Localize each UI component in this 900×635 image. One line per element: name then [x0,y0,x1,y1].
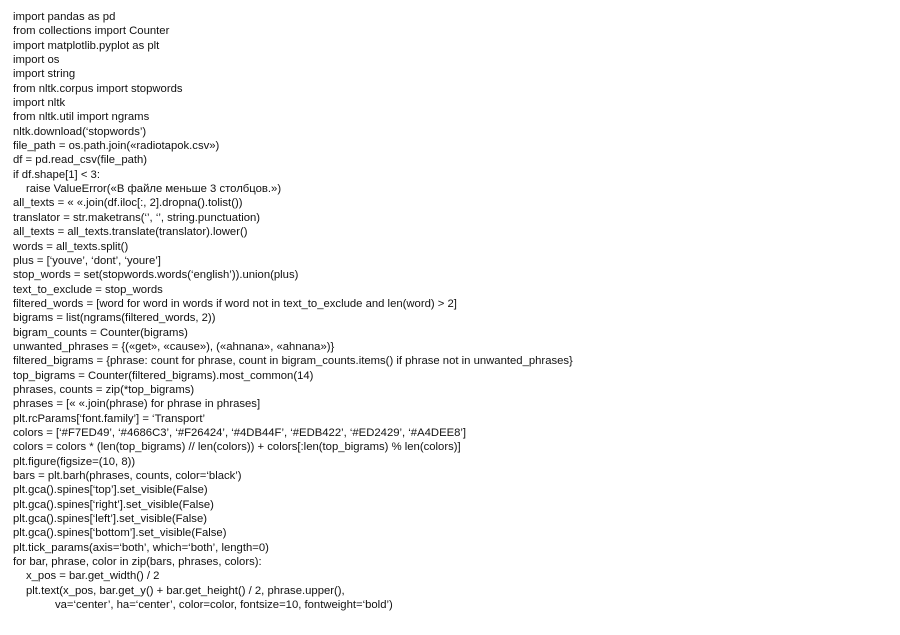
code-line: if df.shape[1] < 3: [13,168,100,181]
code-line: stop_words = set(stopwords.words(‘english’)).union(plus) [13,269,299,282]
code-line: plt.rcParams[‘font.family’] = ‘Transport’ [13,412,205,425]
code-line: phrases = [« «.join(phrase) for phrase in phrases] [13,398,261,411]
code-line: top_bigrams = Counter(filtered_bigrams).most_common(14) [13,369,314,382]
code-line: bigrams = list(ngrams(filtered_words, 2)) [13,312,216,325]
code-line: filtered_words = [word for word in words if word not in text_to_exclude and len(word) > 2] [13,297,457,310]
code-line: bars = plt.barh(phrases, counts, color=‘black’) [13,470,242,482]
code-line: from nltk.corpus import stopwords [13,82,183,95]
code-line: plt.figure(figsize=(10, 8)) [13,455,136,468]
code-line: import pandas as pd [13,11,116,23]
code-line: va=‘center’, ha=‘center’, color=color, fontsize=10, fontweight=‘bold’) [55,599,393,612]
code-line: phrases, counts = zip(*top_bigrams) [13,383,195,396]
code-line: bigram_counts = Counter(bigrams) [13,326,188,339]
code-line: unwanted_phrases = {(«get», «cause»), («ahnana», «ahnana»)} [13,340,335,353]
code-line: for bar, phrase, color in zip(bars, phrases, colors): [13,556,262,569]
code-line: file_path = os.path.join(«radiotapok.csv») [13,140,220,153]
code-document [13,10,893,612]
code-line: all_texts = « «.join(df.iloc[:, 2].dropna().tolist()) [13,197,243,210]
code-line: import matplotlib.pyplot as plt [13,39,160,52]
code-line: import os [13,54,60,67]
code-line: plt.tick_params(axis=‘both’, which=‘both’, length=0) [13,541,269,554]
code-line: translator = str.maketrans(‘’, ‘’, string.punctuation) [13,211,261,224]
code-line: words = all_texts.split() [13,240,129,253]
code-line: from collections import Counter [13,25,170,38]
code-line: colors = [‘#F7ED49’, ‘#4686C3’, ‘#F26424’, ‘#4DB44F’, ‘#EDB422’, ‘#ED2429’, ‘#A4DEE8’] [13,426,467,439]
code-line: plt.gca().spines[‘top’].set_visible(False) [13,484,208,497]
code-line: nltk.download(‘stopwords’) [13,125,147,138]
code-line: import nltk [13,97,66,110]
code-line: plus = [‘youve’, ‘dont’, ‘youre’] [13,254,161,267]
code-line: df = pd.read_csv(file_path) [13,154,148,167]
code-line: plt.gca().spines[‘left’].set_visible(False) [13,513,207,526]
code-line: import string [13,68,76,81]
code-line: text_to_exclude = stop_words [13,283,163,296]
code-line: raise ValueError(«В файле меньше 3 столбцов.») [26,183,282,196]
code-line: filtered_bigrams = {phrase: count for phrase, count in bigram_counts.items() if phrase not in unwanted_phrases} [13,355,573,368]
code-line: plt.text(x_pos, bar.get_y() + bar.get_height() / 2, phrase.upper(), [26,584,345,597]
code-line: all_texts = all_texts.translate(translator).lower() [13,226,248,239]
code-line: from nltk.util import ngrams [13,111,150,124]
code-line: colors = colors * (len(top_bigrams) // len(colors)) + colors[:len(top_bigrams) % len(colors)] [13,441,461,454]
code-line: plt.gca().spines[‘bottom’].set_visible(False) [13,527,227,540]
code-line: plt.gca().spines[‘right’].set_visible(False) [13,498,214,511]
code-line: x_pos = bar.get_width() / 2 [26,570,160,583]
